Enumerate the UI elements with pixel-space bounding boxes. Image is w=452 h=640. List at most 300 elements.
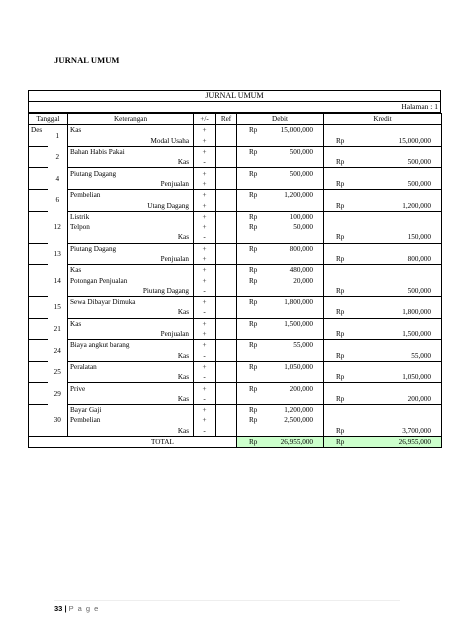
currency-symbol: Rp (249, 406, 258, 415)
keterangan-cell: Pembelian (68, 190, 194, 201)
journal-row (29, 286, 442, 297)
plus-minus-cell: + (194, 200, 216, 211)
plus-minus-cell: - (194, 157, 216, 168)
kredit-cell (324, 405, 442, 416)
journal-row (29, 415, 442, 425)
currency-symbol: Rp (249, 148, 258, 157)
currency-symbol: Rp (336, 158, 345, 167)
kredit-cell (324, 286, 442, 297)
journal-row (29, 125, 442, 136)
currency-symbol: Rp (249, 126, 258, 135)
ref-cell (216, 307, 237, 318)
total-debit-cell (237, 436, 324, 447)
total-row (29, 436, 442, 447)
plus-minus-cell: + (194, 146, 216, 157)
ref-cell (216, 372, 237, 383)
keterangan-cell: Piutang Dagang (68, 243, 194, 254)
currency-symbol: Rp (336, 330, 345, 339)
month-cell (29, 286, 48, 297)
journal-body (29, 125, 442, 448)
keterangan-cell: Kas (68, 232, 194, 243)
plus-minus-cell: + (194, 254, 216, 265)
ref-cell (216, 190, 237, 201)
day-cell: 25 (53, 368, 61, 377)
plus-minus-cell: + (194, 275, 216, 285)
month-cell (29, 318, 48, 329)
ref-cell (216, 415, 237, 425)
debit-cell (237, 179, 324, 190)
month-cell (29, 361, 48, 372)
month-cell (29, 415, 48, 425)
amount-value: 1,200,000 (284, 191, 314, 200)
kredit-cell (324, 200, 442, 211)
keterangan-cell: Kas (68, 426, 194, 437)
ref-cell (216, 222, 237, 232)
plus-minus-cell: - (194, 426, 216, 437)
plus-minus-cell: + (194, 297, 216, 308)
keterangan-cell: Kas (68, 394, 194, 405)
header-ref: Ref (216, 114, 237, 125)
amount-value: 1,500,000 (284, 319, 314, 328)
day-cell: 6 (55, 196, 60, 205)
ref-cell (216, 329, 237, 340)
journal-row (29, 232, 442, 243)
kredit-cell (324, 254, 442, 265)
month-cell (29, 426, 48, 437)
journal-frame (28, 90, 441, 113)
ref-cell (216, 383, 237, 394)
ref-cell (216, 286, 237, 297)
ref-cell (216, 254, 237, 265)
keterangan-cell: Peralatan (68, 361, 194, 372)
month-cell (29, 179, 48, 190)
keterangan-cell: Bahan Habis Pakai (68, 146, 194, 157)
journal-row (29, 297, 442, 308)
day-cell: 13 (53, 249, 61, 258)
plus-minus-cell: - (194, 232, 216, 243)
debit-cell (237, 190, 324, 201)
kredit-cell (324, 297, 442, 308)
journal-row (29, 265, 442, 276)
debit-cell (237, 329, 324, 340)
kredit-cell (324, 125, 442, 136)
page-number: 33 (54, 604, 63, 613)
month-cell (29, 157, 48, 168)
journal-row (29, 383, 442, 394)
month-cell (29, 394, 48, 405)
amount-value: 15,000,000 (398, 136, 432, 145)
ref-cell (216, 340, 237, 351)
journal-row (29, 179, 442, 190)
amount-value: 1,200,000 (284, 406, 314, 415)
plus-minus-cell: - (194, 351, 216, 362)
amount-value: 1,800,000 (284, 298, 314, 307)
debit-cell (237, 405, 324, 416)
amount-value: 1,050,000 (402, 373, 432, 382)
journal-row (29, 222, 442, 232)
kredit-cell (324, 426, 442, 437)
keterangan-cell: Bayar Gaji (68, 405, 194, 416)
debit-cell (237, 254, 324, 265)
ref-cell (216, 243, 237, 254)
amount-value: 3,700,000 (402, 426, 432, 435)
amount-value: 50,000 (293, 223, 314, 232)
amount-value: 800,000 (289, 244, 314, 253)
journal-row (29, 157, 442, 168)
keterangan-cell: Penjualan (68, 179, 194, 190)
keterangan-cell: Kas (68, 125, 194, 136)
currency-symbol: Rp (336, 233, 345, 242)
month-cell (29, 211, 48, 222)
day-cell: 4 (55, 174, 60, 183)
currency-symbol: Rp (336, 351, 345, 360)
kredit-cell (324, 243, 442, 254)
currency-symbol: Rp (249, 384, 258, 393)
keterangan-cell: Kas (68, 351, 194, 362)
keterangan-cell: Kas (68, 265, 194, 276)
ref-cell (216, 297, 237, 308)
journal-row (29, 211, 442, 222)
journal-row (29, 361, 442, 372)
debit-cell (237, 286, 324, 297)
journal-row (29, 307, 442, 318)
month-cell (29, 383, 48, 394)
month-cell (29, 222, 48, 232)
kredit-cell (324, 361, 442, 372)
currency-symbol: Rp (249, 276, 258, 285)
journal-row (29, 394, 442, 405)
ref-cell (216, 394, 237, 405)
day-cell: 21 (53, 324, 61, 333)
kredit-cell (324, 211, 442, 222)
debit-cell (237, 415, 324, 425)
month-cell (29, 243, 48, 254)
amount-value: 55,000 (293, 341, 314, 350)
keterangan-cell: Piutang Dagang (68, 168, 194, 179)
ref-cell (216, 136, 237, 147)
page-heading: JURNAL UMUM (54, 55, 120, 65)
plus-minus-cell: + (194, 318, 216, 329)
debit-cell (237, 383, 324, 394)
debit-cell (237, 351, 324, 362)
ref-cell (216, 168, 237, 179)
debit-cell (237, 157, 324, 168)
debit-cell (237, 372, 324, 383)
amount-value: 1,800,000 (402, 308, 432, 317)
amount-value: 20,000 (293, 276, 314, 285)
amount-value: 15,000,000 (280, 126, 314, 135)
kredit-cell (324, 351, 442, 362)
plus-minus-cell: + (194, 361, 216, 372)
debit-cell (237, 361, 324, 372)
debit-cell (237, 297, 324, 308)
kredit-cell (324, 394, 442, 405)
total-label-cell (29, 436, 237, 447)
amount-value: 1,050,000 (284, 362, 314, 371)
amount-value: 800,000 (407, 255, 432, 263)
amount-value: 200,000 (407, 394, 432, 403)
amount-value: 500,000 (407, 179, 432, 188)
ref-cell (216, 232, 237, 243)
currency-symbol: Rp (249, 341, 258, 350)
kredit-cell (324, 383, 442, 394)
currency-symbol: Rp (249, 319, 258, 328)
currency-symbol: Rp (249, 362, 258, 371)
plus-minus-cell: + (194, 415, 216, 425)
page-label: Halaman : 1 (401, 102, 438, 111)
plus-minus-cell: + (194, 329, 216, 340)
ref-cell (216, 426, 237, 437)
currency-symbol: Rp (249, 266, 258, 275)
journal-row (29, 340, 442, 351)
amount-value: 1,200,000 (402, 201, 432, 210)
debit-cell (237, 232, 324, 243)
journal-row (29, 351, 442, 362)
month-cell (29, 200, 48, 211)
debit-cell (237, 340, 324, 351)
currency-symbol: Rp (336, 286, 345, 295)
kredit-cell (324, 222, 442, 232)
header-keterangan: Keterangan (68, 114, 194, 125)
currency-symbol: Rp (249, 169, 258, 178)
journal-row (29, 426, 442, 437)
journal-row (29, 275, 442, 285)
amount-value: 55,000 (411, 351, 432, 360)
keterangan-cell: Listrik (68, 211, 194, 222)
table-title: JURNAL UMUM (29, 91, 440, 102)
amount-value: 500,000 (289, 169, 314, 178)
amount-value: 26,955,000 (280, 438, 314, 447)
month-cell: Des (29, 125, 48, 136)
plus-minus-cell: - (194, 286, 216, 297)
debit-cell (237, 146, 324, 157)
debit-cell (237, 318, 324, 329)
kredit-cell (324, 318, 442, 329)
debit-cell (237, 243, 324, 254)
keterangan-cell: Utang Dagang (68, 200, 194, 211)
keterangan-cell: Kas (68, 307, 194, 318)
currency-symbol: Rp (249, 212, 258, 221)
debit-cell (237, 307, 324, 318)
month-cell (29, 146, 48, 157)
ref-cell (216, 275, 237, 285)
footer-divider (54, 600, 400, 601)
ref-cell (216, 146, 237, 157)
currency-symbol: Rp (336, 136, 345, 145)
plus-minus-cell: - (194, 394, 216, 405)
page-separator: | (64, 604, 67, 613)
kredit-cell (324, 190, 442, 201)
month-cell (29, 351, 48, 362)
plus-minus-cell: + (194, 383, 216, 394)
keterangan-cell: Penjualan (68, 254, 194, 265)
plus-minus-cell: + (194, 136, 216, 147)
keterangan-cell: Kas (68, 157, 194, 168)
debit-cell (237, 275, 324, 285)
ref-cell (216, 125, 237, 136)
month-cell (29, 265, 48, 276)
day-cell: 15 (53, 303, 61, 312)
kredit-cell (324, 146, 442, 157)
ref-cell (216, 211, 237, 222)
amount-value: 500,000 (407, 286, 432, 295)
journal-row (29, 318, 442, 329)
month-cell (29, 329, 48, 340)
plus-minus-cell: + (194, 179, 216, 190)
journal-row (29, 243, 442, 254)
debit-cell (237, 200, 324, 211)
currency-symbol: Rp (336, 373, 345, 382)
month-cell (29, 405, 48, 416)
currency-symbol: Rp (336, 179, 345, 188)
month-cell (29, 372, 48, 383)
month-cell (29, 340, 48, 351)
header-kredit: Kredit (324, 114, 442, 125)
currency-symbol: Rp (336, 426, 345, 435)
plus-minus-cell: + (194, 211, 216, 222)
journal-row (29, 190, 442, 201)
currency-symbol: Rp (336, 255, 345, 263)
keterangan-cell: Modal Usaha (68, 136, 194, 147)
amount-value: 500,000 (407, 158, 432, 167)
plus-minus-cell: - (194, 372, 216, 383)
keterangan-cell: Penjualan (68, 329, 194, 340)
debit-cell (237, 136, 324, 147)
journal-row (29, 329, 442, 340)
keterangan-cell: Kas (68, 372, 194, 383)
amount-value: 480,000 (289, 266, 314, 275)
plus-minus-cell: + (194, 340, 216, 351)
ref-cell (216, 200, 237, 211)
currency-symbol: Rp (249, 438, 258, 447)
kredit-cell (324, 136, 442, 147)
month-cell (29, 190, 48, 201)
month-cell (29, 275, 48, 285)
keterangan-cell: Potongan Penjualan (68, 275, 194, 285)
debit-cell (237, 168, 324, 179)
currency-symbol: Rp (249, 298, 258, 307)
total-label: TOTAL (151, 438, 174, 447)
amount-value: 200,000 (289, 384, 314, 393)
month-cell (29, 232, 48, 243)
ref-cell (216, 361, 237, 372)
plus-minus-cell: - (194, 307, 216, 318)
currency-symbol: Rp (336, 438, 345, 447)
day-cell: 30 (53, 416, 61, 425)
plus-minus-cell: + (194, 168, 216, 179)
month-cell (29, 307, 48, 318)
currency-symbol: Rp (336, 394, 345, 403)
month-cell (29, 297, 48, 308)
keterangan-cell: Pembelian (68, 415, 194, 425)
currency-symbol: Rp (249, 191, 258, 200)
day-cell: 24 (53, 346, 61, 355)
ref-cell (216, 405, 237, 416)
plus-minus-cell: + (194, 265, 216, 276)
header-row (29, 114, 442, 125)
kredit-cell (324, 179, 442, 190)
journal-table (28, 113, 442, 448)
ref-cell (216, 157, 237, 168)
debit-cell (237, 394, 324, 405)
day-cell: 29 (53, 389, 61, 398)
header-tanggal: Tanggal (29, 114, 68, 125)
journal-table-container (28, 90, 441, 448)
plus-minus-cell: + (194, 243, 216, 254)
journal-row (29, 200, 442, 211)
keterangan-cell: Prive (68, 383, 194, 394)
debit-cell (237, 125, 324, 136)
keterangan-cell: Telpon (68, 222, 194, 232)
month-cell (29, 136, 48, 147)
keterangan-cell: Piutang Dagang (68, 286, 194, 297)
month-cell (29, 254, 48, 265)
amount-value: 500,000 (289, 148, 314, 157)
debit-cell (237, 426, 324, 437)
ref-cell (216, 179, 237, 190)
currency-symbol: Rp (249, 244, 258, 253)
currency-symbol: Rp (336, 308, 345, 317)
amount-value: 100,000 (289, 212, 314, 221)
plus-minus-cell: + (194, 405, 216, 416)
kredit-cell (324, 265, 442, 276)
journal-row (29, 168, 442, 179)
page-word: P a g e (68, 604, 100, 613)
kredit-cell (324, 372, 442, 383)
plus-minus-cell: + (194, 190, 216, 201)
journal-row (29, 146, 442, 157)
day-cell: 12 (53, 223, 61, 232)
kredit-cell (324, 275, 442, 285)
journal-row (29, 405, 442, 416)
currency-symbol: Rp (249, 416, 258, 425)
kredit-cell (324, 232, 442, 243)
day-cell: 1 (55, 131, 60, 140)
kredit-cell (324, 415, 442, 425)
kredit-cell (324, 168, 442, 179)
plus-minus-cell: + (194, 222, 216, 232)
debit-cell (237, 222, 324, 232)
debit-cell (237, 211, 324, 222)
day-cell: 2 (55, 153, 60, 162)
journal-row (29, 254, 442, 265)
ref-cell (216, 318, 237, 329)
ref-cell (216, 265, 237, 276)
kredit-cell (324, 329, 442, 340)
currency-symbol: Rp (249, 223, 258, 232)
month-cell (29, 168, 48, 179)
amount-value: 1,500,000 (402, 330, 432, 339)
ref-cell (216, 351, 237, 362)
total-kredit-cell (324, 436, 442, 447)
currency-symbol: Rp (336, 201, 345, 210)
plus-minus-cell: + (194, 125, 216, 136)
journal-row (29, 372, 442, 383)
amount-value: 26,955,000 (398, 438, 432, 447)
kredit-cell (324, 307, 442, 318)
journal-row (29, 136, 442, 147)
keterangan-cell: Sewa Dibayar Dimuka (68, 297, 194, 308)
header-debit: Debit (237, 114, 324, 125)
amount-value: 2,500,000 (284, 416, 314, 425)
day-cell: 14 (53, 276, 61, 285)
amount-value: 150,000 (407, 233, 432, 242)
kredit-cell (324, 157, 442, 168)
kredit-cell (324, 340, 442, 351)
keterangan-cell: Kas (68, 318, 194, 329)
header-plus-minus: +/- (194, 114, 216, 125)
keterangan-cell: Biaya angkut barang (68, 340, 194, 351)
